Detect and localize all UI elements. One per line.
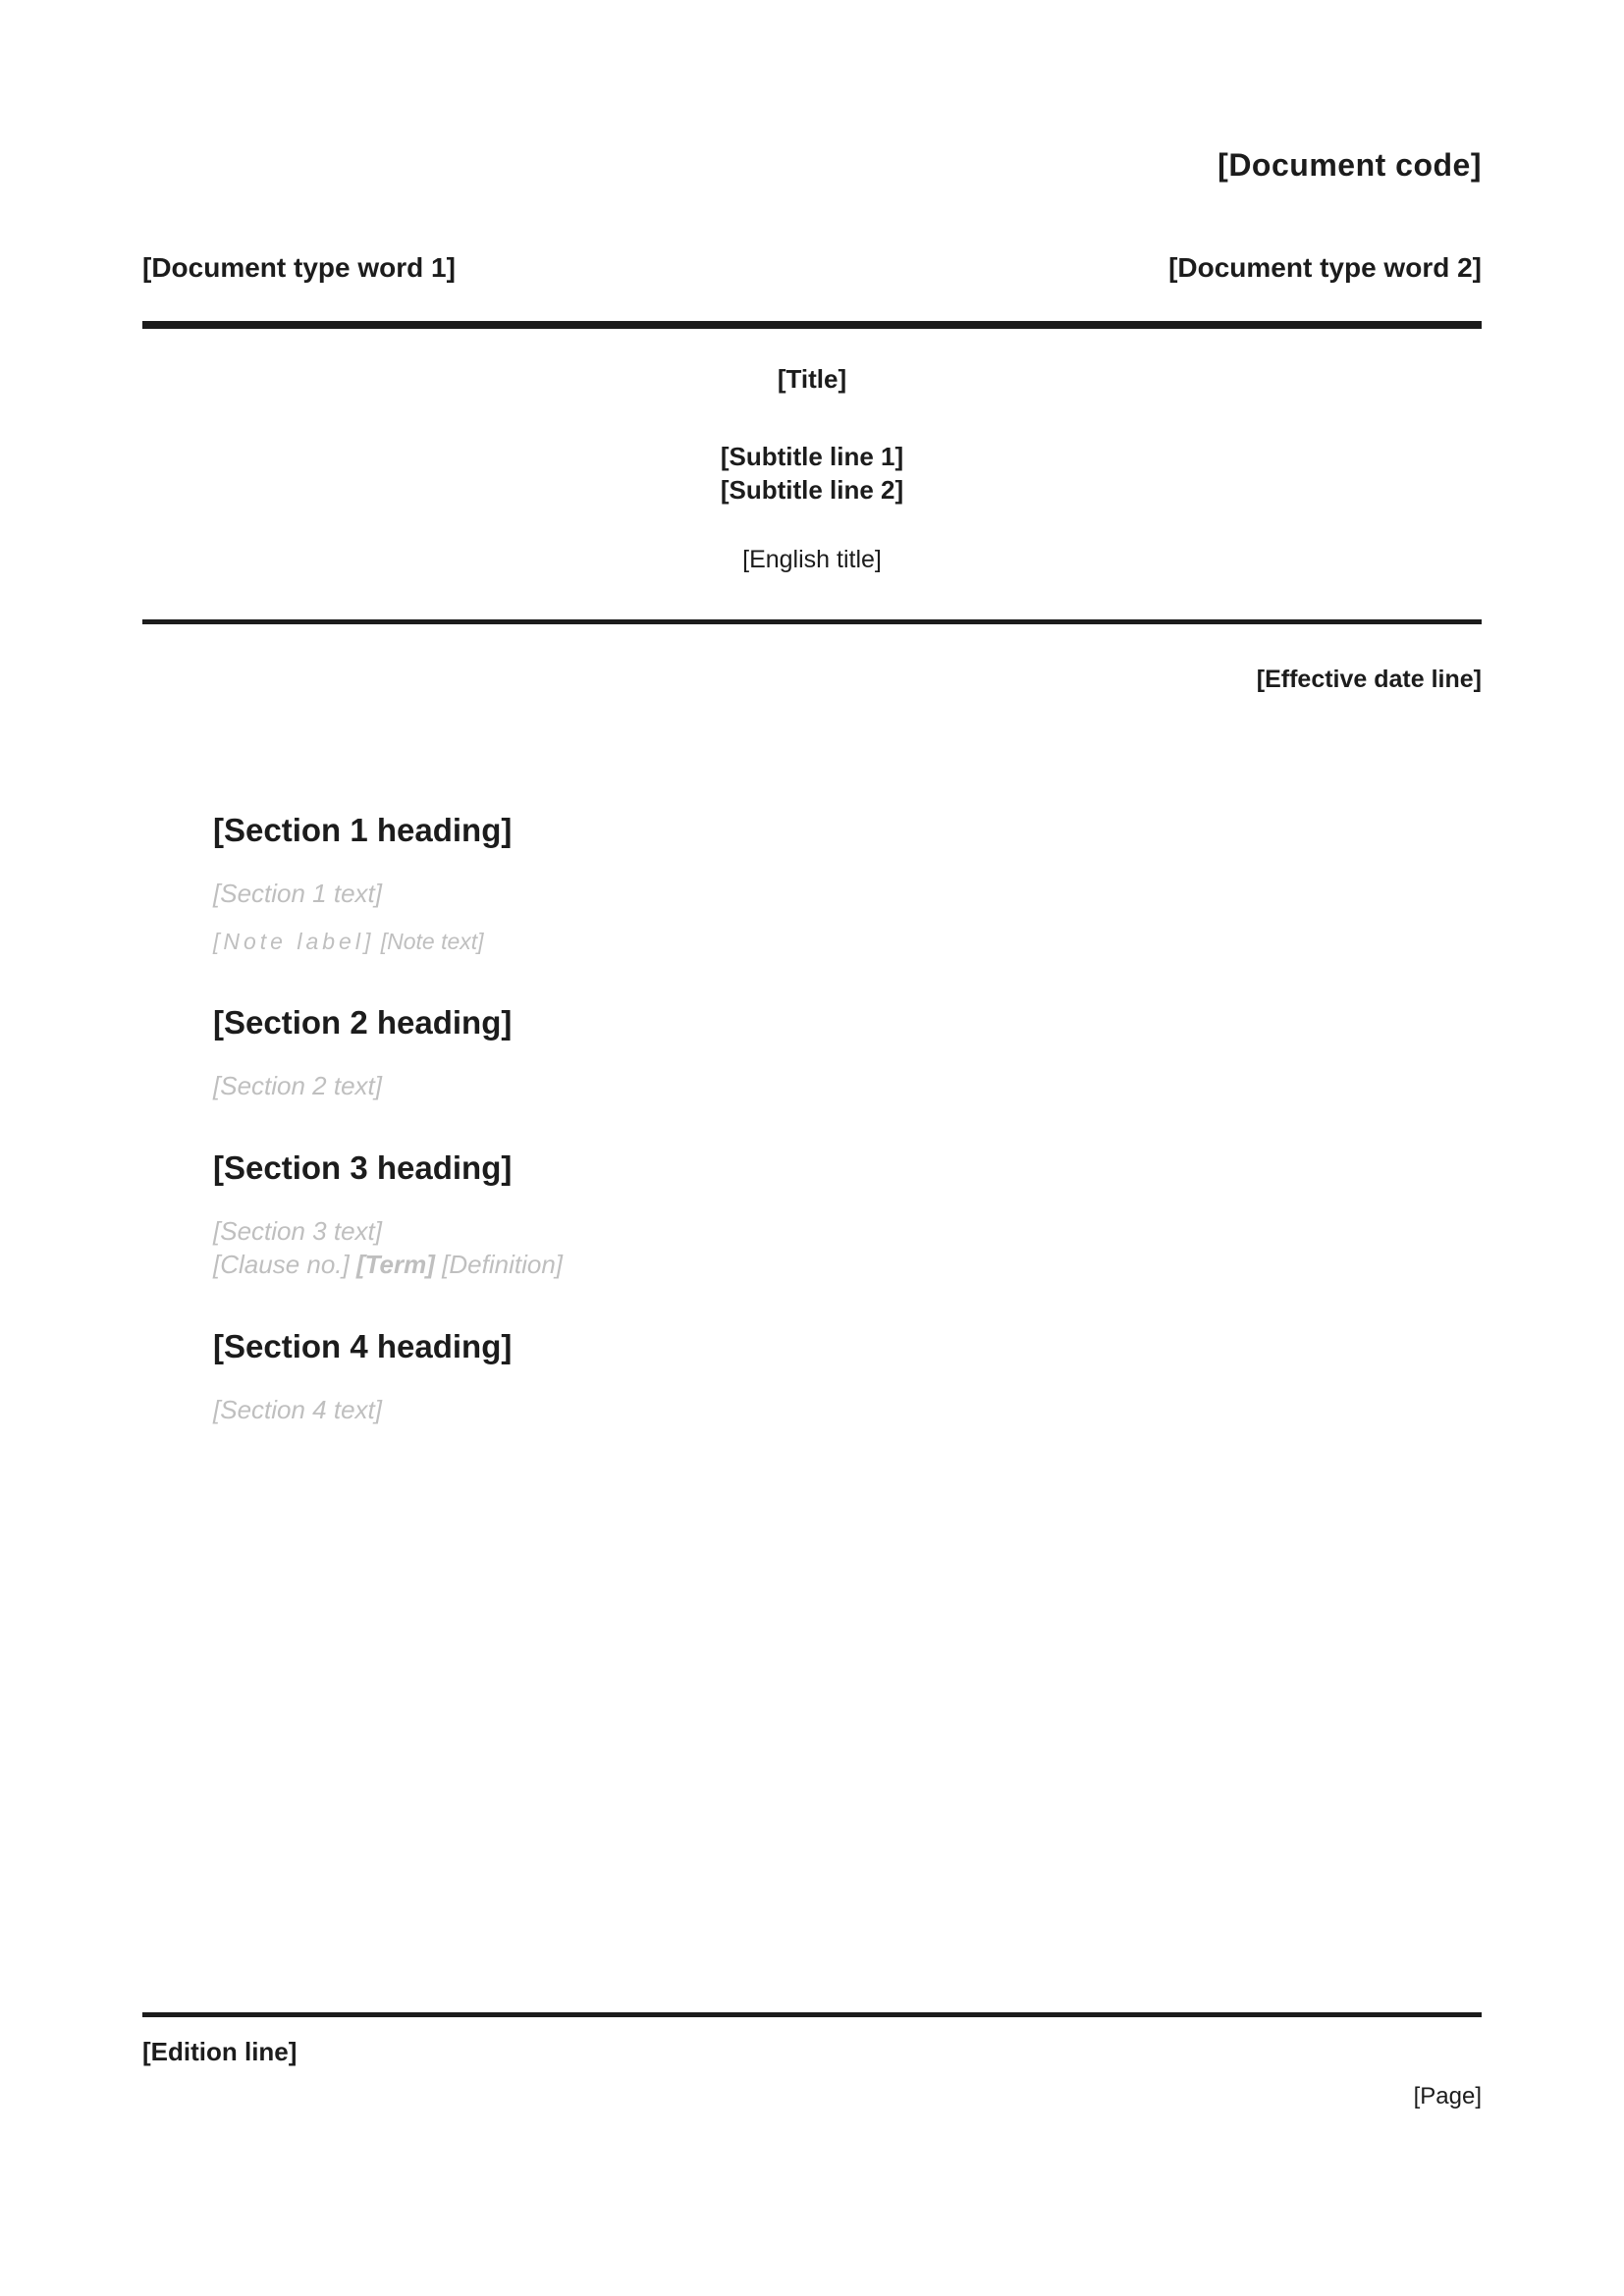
page-number: [Page]	[1413, 2083, 1482, 2109]
section-4-paragraph: [Section 4 text]	[213, 1395, 382, 1424]
document-subtitle-line-1: [Subtitle line 1]	[720, 442, 904, 471]
title-divider	[142, 619, 1482, 624]
edition-label: [Edition line]	[142, 2037, 298, 2066]
effective-date: [Effective date line]	[1256, 666, 1482, 693]
section-3-paragraph: [Section 3 text]	[213, 1216, 382, 1246]
note-label: [Note label]	[213, 929, 375, 954]
document-type-word-1: [Document type word 1]	[142, 252, 456, 283]
title-block	[142, 329, 1482, 574]
section-4-heading: [Section 4 heading]	[213, 1328, 513, 1364]
section-1-note	[142, 926, 1482, 957]
section-3-term	[142, 1248, 1482, 1281]
term-number: [Clause no.]	[213, 1250, 350, 1279]
term-name: [Term]	[355, 1250, 435, 1279]
document-type	[142, 252, 1482, 329]
footer-divider	[142, 2012, 1482, 2017]
section-2-heading: [Section 2 heading]	[213, 1004, 513, 1041]
document-title: [Title]	[777, 364, 847, 394]
document-title-english: [English title]	[742, 546, 882, 573]
section-2-paragraph: [Section 2 text]	[213, 1071, 382, 1100]
note-text: [Note text]	[380, 929, 484, 954]
document-code: [Document code]	[1218, 147, 1482, 183]
document-subtitle-line-2: [Subtitle line 2]	[720, 475, 904, 505]
section-1-paragraph: [Section 1 text]	[213, 879, 382, 908]
section-1-heading: [Section 1 heading]	[213, 812, 513, 848]
section-3-heading: [Section 3 heading]	[213, 1149, 513, 1186]
term-definition: [Definition]	[442, 1250, 563, 1279]
document-type-word-2: [Document type word 2]	[1168, 252, 1482, 283]
